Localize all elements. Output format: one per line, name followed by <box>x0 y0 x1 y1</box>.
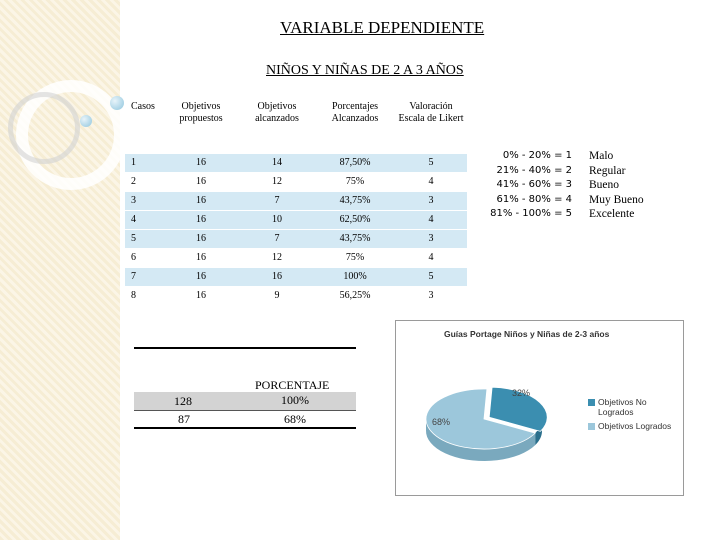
summary-total-percent: 100% <box>281 393 309 407</box>
scale-range: 0% - 20% = 1 <box>502 150 572 161</box>
page-subtitle: NIÑOS Y NIÑAS DE 2 A 3 AÑOS <box>266 63 464 78</box>
table-row <box>125 248 467 267</box>
cell: 16 <box>163 267 239 286</box>
scale-range: 81% - 100% = 5 <box>490 208 572 219</box>
page-title: VARIABLE DEPENDIENTE <box>280 18 485 37</box>
cell: 7 <box>239 229 315 248</box>
cell: 7 <box>239 191 315 210</box>
legend-item <box>588 397 671 417</box>
cell: 3 <box>395 286 467 305</box>
summary-row-achieved <box>134 411 356 429</box>
legend-item <box>588 421 671 431</box>
table-row <box>125 153 467 172</box>
legend-swatch <box>588 399 595 406</box>
summary-achieved-count: 87 <box>178 412 190 426</box>
table-row <box>125 286 467 305</box>
decorative-dot <box>80 115 92 127</box>
summary-row-total <box>134 392 356 411</box>
table-row <box>125 229 467 248</box>
table-row <box>125 267 467 286</box>
legend-label: Objetivos No Logrados <box>598 397 647 417</box>
cell: 100% <box>315 267 395 286</box>
header-objetivos-alcanzados: Objetivos alcanzados <box>239 97 315 153</box>
pie-label-logrados: 68% <box>432 417 451 427</box>
summary-divider <box>134 347 356 349</box>
cell: 87,50% <box>315 153 395 172</box>
scale-label: Regular <box>589 164 626 177</box>
table-row <box>125 210 467 229</box>
cell: 16 <box>163 229 239 248</box>
cell: 75% <box>315 248 395 267</box>
decorative-dot <box>110 96 124 110</box>
cell: 3 <box>125 191 163 210</box>
cell: 5 <box>395 267 467 286</box>
pie-label-no-logrados: 32% <box>512 388 531 398</box>
table-row <box>125 172 467 191</box>
cell: 12 <box>239 248 315 267</box>
header-casos: Casos <box>125 97 163 153</box>
cell: 16 <box>163 210 239 229</box>
chart-title: Guías Portage Niños y Niñas de 2-3 años <box>444 329 610 339</box>
cell: 16 <box>163 153 239 172</box>
table-header-row <box>125 97 467 153</box>
cell: 16 <box>163 191 239 210</box>
scale-range: 41% - 60% = 3 <box>496 179 572 190</box>
cell: 16 <box>163 286 239 305</box>
scale-label: Excelente <box>589 208 635 220</box>
cell: 16 <box>239 267 315 286</box>
cell: 5 <box>395 153 467 172</box>
cell: 5 <box>125 229 163 248</box>
cell: 14 <box>239 153 315 172</box>
cell: 16 <box>163 248 239 267</box>
cell: 43,75% <box>315 229 395 248</box>
likert-scale-labels <box>589 149 644 222</box>
cell: 8 <box>125 286 163 305</box>
decorative-swirl-inner <box>8 92 80 164</box>
cell: 1 <box>125 153 163 172</box>
likert-scale-ranges <box>490 149 572 222</box>
summary-header: PORCENTAJE <box>255 378 330 392</box>
cell: 56,25% <box>315 286 395 305</box>
table-row <box>125 191 467 210</box>
results-table <box>125 97 467 306</box>
cell: 43,75% <box>315 191 395 210</box>
cell: 4 <box>395 210 467 229</box>
pie-chart <box>395 320 684 496</box>
summary-total-count: 128 <box>174 394 192 408</box>
cell: 4 <box>125 210 163 229</box>
scale-label: Muy Bueno <box>589 193 644 206</box>
cell: 4 <box>395 172 467 191</box>
cell: 3 <box>395 229 467 248</box>
cell: 2 <box>125 172 163 191</box>
scale-label: Bueno <box>589 179 620 191</box>
legend-swatch <box>588 423 595 430</box>
cell: 75% <box>315 172 395 191</box>
chart-legend <box>588 397 671 435</box>
cell: 9 <box>239 286 315 305</box>
scale-label: Malo <box>589 150 614 162</box>
cell: 3 <box>395 191 467 210</box>
cell: 12 <box>239 172 315 191</box>
scale-range: 21% - 40% = 2 <box>496 164 572 176</box>
cell: 62,50% <box>315 210 395 229</box>
scale-range: 61% - 80% = 4 <box>496 193 572 205</box>
cell: 4 <box>395 248 467 267</box>
cell: 16 <box>163 172 239 191</box>
cell: 10 <box>239 210 315 229</box>
header-porcentajes: Porcentajes Alcanzados <box>315 97 395 153</box>
cell: 7 <box>125 267 163 286</box>
header-objetivos-propuestos: Objetivos propuestos <box>163 97 239 153</box>
summary-achieved-percent: 68% <box>284 412 306 426</box>
cell: 6 <box>125 248 163 267</box>
header-valoracion: Valoración Escala de Likert <box>395 97 467 153</box>
legend-label: Objetivos Logrados <box>598 421 672 431</box>
